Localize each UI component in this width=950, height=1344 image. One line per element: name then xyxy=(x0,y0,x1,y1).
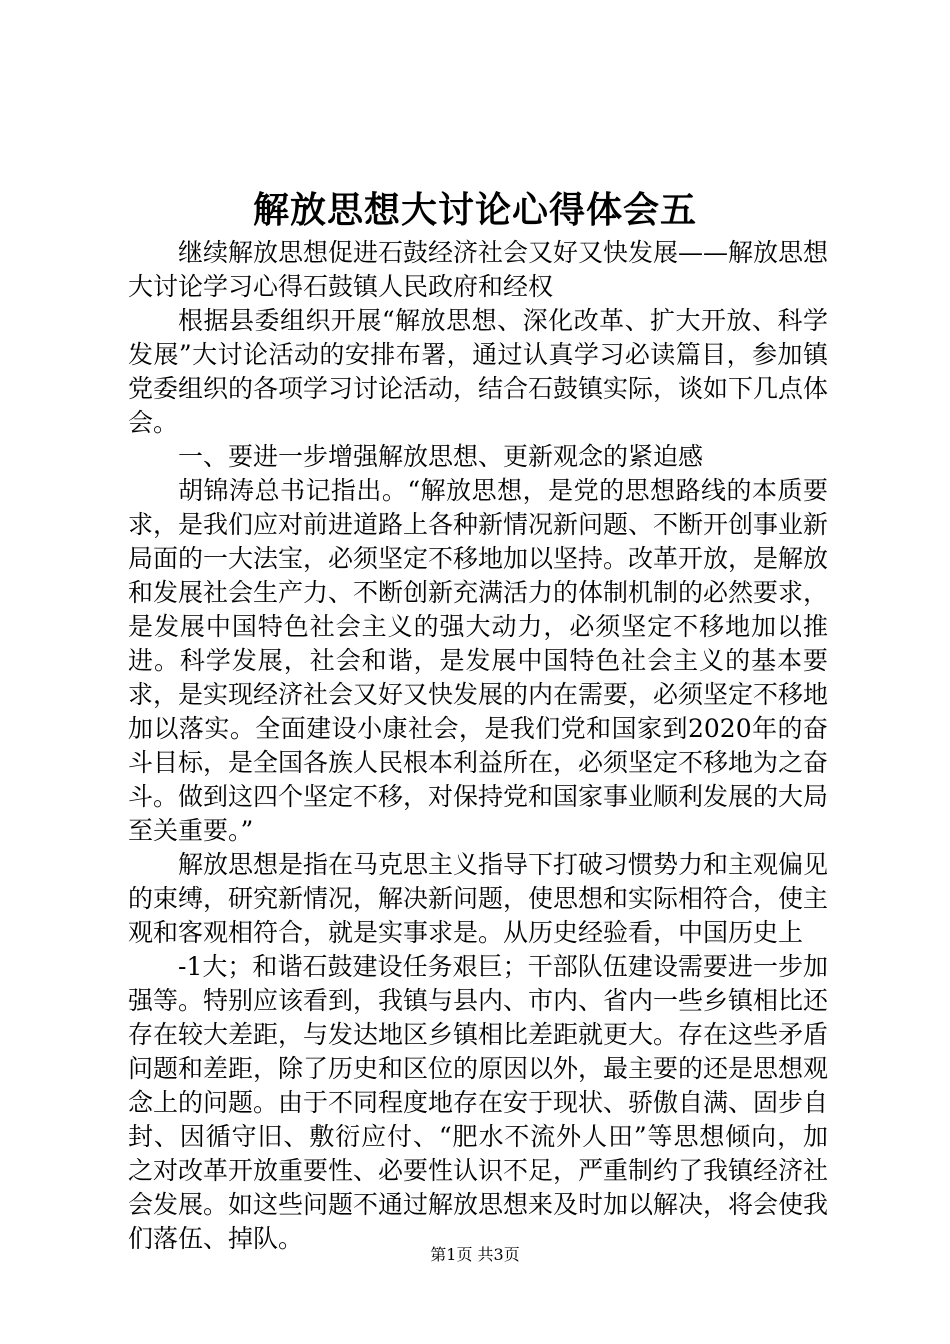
paragraph: 胡锦涛总书记指出。“解放思想，是党的思想路线的本质要求，是我们应对前进道路上各种新情况新问题、不断开创事业新局面的一大法宝，必须坚定不移地加以坚持。改革开放，是解放和发展社会生产力、不断创新充满活力的体制机制的必然要求，是发展中国特色社会主义的强大动力，必须坚定不移地加以推进。科学发展，社会和谐，是发展中国特色社会主义的基本要求，是实现经济社会又好又快发展的内在需要，必须坚定不移地加以落实。全面建设小康社会，是我们党和国家到2020年的奋斗目标，是全国各族人民根本利益所在，必须坚定不移地为之奋斗。做到这四个坚定不移，对保持党和国家事业顺利发展的大局至关重要。” xyxy=(128,476,829,845)
section-heading: 一、要进一步增强解放思想、更新观念的紧迫感 xyxy=(178,442,704,471)
document-title: 解放思想大讨论心得体会五 xyxy=(252,189,697,231)
paragraph: -1大；和谐石鼓建设任务艰巨；干部队伍建设需要进一步加强等。特别应该看到，我镇与县内、市内、省内一些乡镇相比还存在较大差距，与发达地区乡镇相比差距就更大。存在这些矛盾问题和差距，除了历史和区位的原因以外，最主要的还是思想观念上的问题。由于不同程度地存在安于现状、骄傲自满、固步自封、因循守旧、敷衍应付、“肥水不流外人田”等思想倾向，加之对改革开放重要性、必要性认识不足，严重制约了我镇经济社会发展。如这些问题不通过解放思想来及时加以解决，将会使我们落伍、掉队。 xyxy=(128,952,829,1253)
document-body xyxy=(128,236,828,1256)
paragraph: 解放思想是指在马克思主义指导下打破习惯势力和主观偏见的束缚，研究新情况，解决新问题，使思想和实际相符合，使主观和客观相符合，就是实事求是。从历史经验看，中国历史上 xyxy=(128,850,829,947)
page-number-footer: 第1页 共3页 xyxy=(430,1245,520,1264)
paragraph: 根据县委组织开展“解放思想、深化改革、扩大开放、科学发展”大讨论活动的安排布署，通过认真学习必读篇目，参加镇党委组织的各项学习讨论活动，结合石鼓镇实际，谈如下几点体会。 xyxy=(128,306,829,437)
paragraph: 继续解放思想促进石鼓经济社会又好又快发展——解放思想大讨论学习心得石鼓镇人民政府和经权 xyxy=(128,238,829,301)
